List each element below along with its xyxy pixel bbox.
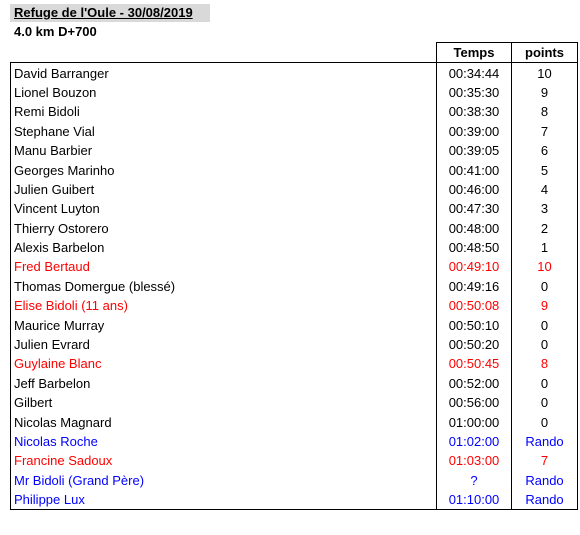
runner-name-cell: Stephane Vial xyxy=(11,122,437,141)
time-cell: 00:56:00 xyxy=(437,393,512,412)
time-cell: 01:03:00 xyxy=(437,451,512,470)
runner-name-cell: Nicolas Magnard xyxy=(11,412,437,431)
runner-name-cell: Georges Marinho xyxy=(11,160,437,179)
points-cell: 8 xyxy=(512,102,578,121)
table-row xyxy=(11,354,578,373)
results-body xyxy=(11,63,578,510)
time-cell: 00:38:30 xyxy=(437,102,512,121)
time-cell: 01:00:00 xyxy=(437,412,512,431)
points-cell: 0 xyxy=(512,412,578,431)
time-cell: 00:50:45 xyxy=(437,354,512,373)
runner-name-cell: Manu Barbier xyxy=(11,141,437,160)
table-row xyxy=(11,315,578,334)
points-cell: 0 xyxy=(512,374,578,393)
time-cell: 01:10:00 xyxy=(437,490,512,510)
points-cell: 0 xyxy=(512,315,578,334)
time-cell: 00:47:30 xyxy=(437,199,512,218)
points-cell: 10 xyxy=(512,257,578,276)
header-row xyxy=(11,43,578,63)
time-cell: 00:35:30 xyxy=(437,83,512,102)
table-row xyxy=(11,160,578,179)
time-cell: 00:41:00 xyxy=(437,160,512,179)
table-row xyxy=(11,102,578,121)
runner-name-cell: David Barranger xyxy=(11,63,437,83)
table-row xyxy=(11,490,578,510)
runner-name-cell: Philippe Lux xyxy=(11,490,437,510)
runner-name-cell: Nicolas Roche xyxy=(11,432,437,451)
points-cell: 0 xyxy=(512,335,578,354)
table-row xyxy=(11,374,578,393)
header-time: Temps xyxy=(437,43,512,63)
time-cell: 00:50:10 xyxy=(437,315,512,334)
runner-name-cell: Elise Bidoli (11 ans) xyxy=(11,296,437,315)
runner-name-cell: Julien Guibert xyxy=(11,180,437,199)
points-cell: 1 xyxy=(512,238,578,257)
runner-name-cell: Thierry Ostorero xyxy=(11,219,437,238)
runner-name-cell: Vincent Luyton xyxy=(11,199,437,218)
table-row xyxy=(11,296,578,315)
points-cell: Rando xyxy=(512,471,578,490)
time-cell: 00:34:44 xyxy=(437,63,512,83)
time-cell: 00:49:10 xyxy=(437,257,512,276)
points-cell: 9 xyxy=(512,83,578,102)
time-cell: 00:46:00 xyxy=(437,180,512,199)
time-cell: 01:02:00 xyxy=(437,432,512,451)
points-cell: 3 xyxy=(512,199,578,218)
runner-name-cell: Thomas Domergue (blessé) xyxy=(11,277,437,296)
runner-name-cell: Alexis Barbelon xyxy=(11,238,437,257)
time-cell: ? xyxy=(437,471,512,490)
time-cell: 00:48:00 xyxy=(437,219,512,238)
points-cell: Rando xyxy=(512,432,578,451)
time-cell: 00:39:05 xyxy=(437,141,512,160)
table-row xyxy=(11,471,578,490)
results-table xyxy=(10,42,578,510)
points-cell: 2 xyxy=(512,219,578,238)
runner-name-cell: Jeff Barbelon xyxy=(11,374,437,393)
points-cell: 0 xyxy=(512,393,578,412)
runner-name-cell: Guylaine Blanc xyxy=(11,354,437,373)
header-points: points xyxy=(512,43,578,63)
table-row xyxy=(11,277,578,296)
points-cell: Rando xyxy=(512,490,578,510)
table-row xyxy=(11,63,578,83)
table-row xyxy=(11,122,578,141)
points-cell: 7 xyxy=(512,451,578,470)
runner-name-cell: Lionel Bouzon xyxy=(11,83,437,102)
table-row xyxy=(11,257,578,276)
header-blank-cell xyxy=(11,43,437,63)
points-cell: 4 xyxy=(512,180,578,199)
table-row xyxy=(11,219,578,238)
runner-name-cell: Mr Bidoli (Grand Père) xyxy=(11,471,437,490)
points-cell: 7 xyxy=(512,122,578,141)
table-row xyxy=(11,238,578,257)
points-cell: 0 xyxy=(512,277,578,296)
time-cell: 00:48:50 xyxy=(437,238,512,257)
table-row xyxy=(11,180,578,199)
table-row xyxy=(11,83,578,102)
runner-name-cell: Gilbert xyxy=(11,393,437,412)
time-cell: 00:50:08 xyxy=(437,296,512,315)
table-row xyxy=(11,141,578,160)
points-cell: 10 xyxy=(512,63,578,83)
sheet-title: Refuge de l'Oule - 30/08/2019 xyxy=(14,5,193,20)
runner-name-cell: Maurice Murray xyxy=(11,315,437,334)
table-row xyxy=(11,393,578,412)
sheet-subtitle: 4.0 km D+700 xyxy=(14,24,97,39)
points-cell: 5 xyxy=(512,160,578,179)
runner-name-cell: Julien Evrard xyxy=(11,335,437,354)
table-row xyxy=(11,451,578,470)
points-cell: 6 xyxy=(512,141,578,160)
runner-name-cell: Fred Bertaud xyxy=(11,257,437,276)
points-cell: 8 xyxy=(512,354,578,373)
time-cell: 00:50:20 xyxy=(437,335,512,354)
runner-name-cell: Francine Sadoux xyxy=(11,451,437,470)
time-cell: 00:52:00 xyxy=(437,374,512,393)
time-cell: 00:39:00 xyxy=(437,122,512,141)
points-cell: 9 xyxy=(512,296,578,315)
table-row xyxy=(11,335,578,354)
table-row xyxy=(11,412,578,431)
time-cell: 00:49:16 xyxy=(437,277,512,296)
table-row xyxy=(11,432,578,451)
runner-name-cell: Remi Bidoli xyxy=(11,102,437,121)
table-row xyxy=(11,199,578,218)
